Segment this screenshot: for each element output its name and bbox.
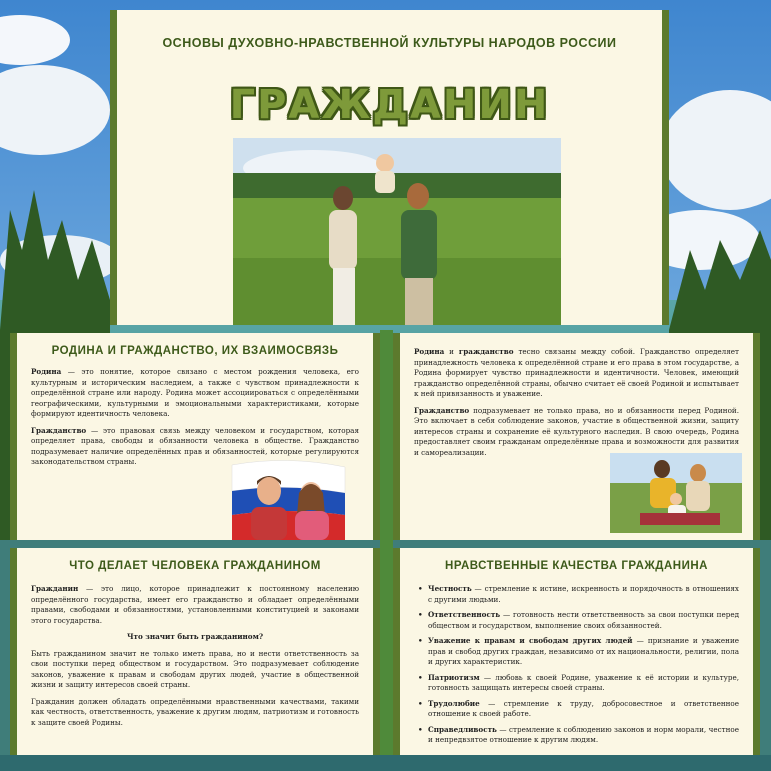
list-item: [422, 725, 739, 746]
quality-term: Ответственность: [428, 610, 501, 619]
family-field-photo: [233, 138, 561, 325]
conjunction: и: [444, 347, 459, 356]
list-item: [422, 699, 739, 720]
quality-text: — стремление к соблюдению законов и норм морали, честное и непредвзятое отношение к другим людям.: [428, 724, 739, 744]
paragraph-text: Гражданин должен обладать определёнными нравственными качествами, такими как честность, ответственность, уважение к другим людям, патриотизм и готовность к защите своей Родины.: [31, 696, 359, 727]
definition-text: — это понятие, которое связано с местом рождения человека, его культурным и историческим наследием, а также с чувством принадлежности к определённой стране или народу. Родина может ассоциироваться с определёнными географическими, культурными и эмоциональными характеристиками, которые формируют идентичность человека.: [31, 367, 359, 418]
slide-heading: НРАВСТВЕННЫЕ КАЧЕСТВА ГРАЖДАНИНА: [445, 560, 708, 572]
slide-homeland-citizenship-continued: [393, 333, 760, 540]
slide-text: [414, 347, 739, 464]
list-item: [422, 610, 739, 631]
quality-term: Трудолюбие: [428, 698, 480, 708]
term-rodina: Родина: [31, 367, 62, 376]
slide-homeland-citizenship: [10, 333, 380, 540]
question-heading: Что значит быть гражданином?: [126, 632, 264, 641]
quality-term: Честность: [428, 584, 472, 593]
slide-what-makes-citizen: [10, 548, 380, 755]
list-item: [422, 584, 739, 605]
family-reading-photo: [610, 453, 742, 533]
paragraph-text: тесно связаны между собой. Гражданство определяет принадлежность человека к определённой стране и его права в этом государстве, а Родина формирует чувство принадлежности и идентичности. Человек, имеющий гражданство определённой страны, обычно считает её своей Родиной и испытывает к ней привязанность и уважение.: [414, 347, 739, 398]
quality-text: — стремление к труду, добросовестное и ответственное отношение к своей работе.: [428, 698, 739, 718]
term-grazhdanin: Гражданин: [31, 584, 79, 593]
paragraph-text: подразумевает не только права, но и обязанности перед Родиной. Это включает в себя соблюдение законов, участие в общественной жизни, защиту интересов страны и сохранение её культурного наследия. В свою очередь, Родина предоставляет своим гражданам определённые права и возможности для развития и самореализации.: [414, 405, 739, 457]
slide-heading: ЧТО ДЕЛАЕТ ЧЕЛОВЕКА ГРАЖДАНИНОМ: [69, 560, 321, 572]
quality-text: — признание и уважение прав и свобод других граждан, независимо от их национальности, религии, пола и других характеристик.: [428, 636, 739, 666]
flag-people-illustration: [227, 455, 349, 540]
quality-text: — стремление к истине, искренность и порядочность в отношениях с другими людьми.: [428, 584, 739, 604]
term-grazhdanstvo: Гражданство: [414, 405, 470, 415]
term-grazhdanstvo: Гражданство: [31, 425, 87, 435]
list-item: [422, 636, 739, 668]
title-slide: [110, 10, 669, 325]
quality-term: Патриотизм: [428, 672, 480, 682]
slide-heading: РОДИНА И ГРАЖДАНСТВО, ИХ ВЗАИМОСВЯЗЬ: [51, 345, 339, 357]
term-rodina: Родина: [414, 347, 445, 356]
slide-text: [31, 584, 359, 734]
course-subtitle: ОСНОВЫ ДУХОВНО-НРАВСТВЕННОЙ КУЛЬТУРЫ НАРОДОВ РОССИИ: [162, 36, 617, 50]
quality-text: — готовность нести ответственность за свои поступки перед обществом и государством, выполнение своих обязанностей.: [428, 610, 739, 630]
quality-term: Справедливость: [428, 724, 497, 734]
slide-moral-qualities: [393, 548, 760, 755]
quality-text: — любовь к своей Родине, уважение к её истории и культуре, готовность защищать интересы своей страны.: [428, 672, 739, 692]
list-item: [422, 673, 739, 694]
page-title: ГРАЖДАНИН: [229, 82, 550, 128]
definition-text: — это лицо, которое принадлежит к постоянному населению определённого государства, имеет его гражданство и обладает определёнными правами, свободами и обязанностями, установленными конституцией и законами этого государства.: [31, 584, 359, 625]
term-grazhdanstvo: гражданство: [458, 347, 514, 356]
quality-term: Уважение к правам и свободам других людей: [428, 636, 633, 645]
paragraph-text: Быть гражданином значит не только иметь права, но и нести ответственность за свои поступки перед обществом и государством. Это подразумевает соблюдение законов, уважение к правам и свободам других людей, участие в общественной жизни и защиту интересов своей страны.: [31, 648, 359, 689]
qualities-list: [414, 584, 739, 751]
definition-text: — это правовая связь между человеком и государством, которая определяет права, свободы и обязанности человека в обществе. Гражданство подразумевает наличие определённых прав и обязанностей, которые регулируются законодательством страны.: [31, 425, 359, 466]
